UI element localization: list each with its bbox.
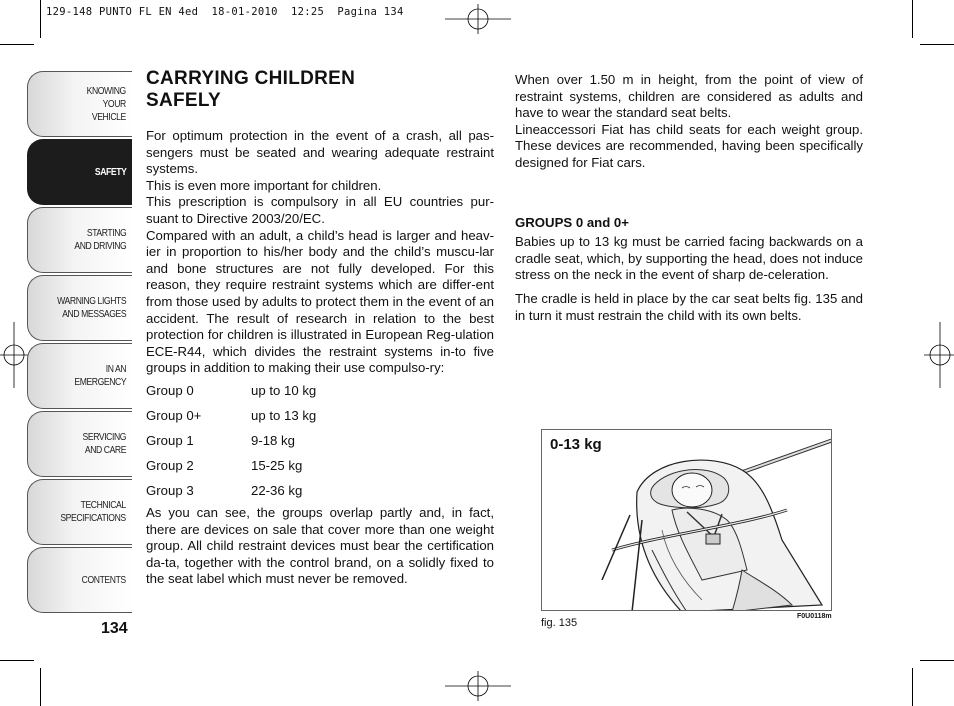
group-range: 22-36 kg <box>251 482 303 498</box>
group-row <box>146 403 494 428</box>
child-cradle-seat-illustration <box>542 430 832 611</box>
registration-mark-icon <box>445 671 511 701</box>
tab-starting-and-driving[interactable] <box>27 207 132 273</box>
tab-label: SAFETY <box>94 165 126 178</box>
tab-label: CONTENTS <box>81 573 126 586</box>
print-slug: 129-148 PUNTO FL EN 4ed 18-01-2010 12:25 Pagina 134 <box>46 6 404 18</box>
tab-technical-specifications[interactable] <box>27 479 132 545</box>
figure-135 <box>541 429 832 611</box>
tab-warning-lights[interactable] <box>27 275 132 341</box>
paragraph: This is even more important for children. <box>146 177 382 193</box>
left-column <box>146 128 494 588</box>
registration-mark-icon <box>445 4 511 34</box>
crop-mark <box>912 0 913 38</box>
right-column <box>515 72 863 324</box>
group-range: up to 10 kg <box>251 382 317 398</box>
group-row <box>146 378 494 403</box>
tab-label: TECHNICAL SPECIFICATIONS <box>60 499 126 524</box>
tab-contents[interactable] <box>27 547 132 613</box>
tab-label: KNOWING YOUR VEHICLE <box>86 84 126 123</box>
crop-mark <box>912 668 913 706</box>
paragraph: For optimum protection in the event of a crash, all pas-sengers must be seated and wearing adequate restraint systems. <box>146 128 494 177</box>
crop-mark <box>920 660 954 661</box>
group-name: Group 0+ <box>146 407 202 423</box>
crop-mark <box>0 660 34 661</box>
crop-mark <box>920 44 954 45</box>
crop-mark <box>40 668 41 706</box>
page-title: CARRYING CHILDREN SAFELY <box>146 68 356 111</box>
figure-caption: fig. 135 <box>541 617 578 629</box>
tab-label: SERVICING AND CARE <box>82 431 126 456</box>
paragraph: This prescription is compulsory in all EU countries pur-suant to Directive 2003/20/EC. <box>146 194 494 226</box>
paragraph: As you can see, the groups overlap partly and, in fact, there are devices on sale that cover more than one weight group. All child restraint devices must bear the certification da-ta, together with the control brand, on a solidly fixed to the seat label which must never be removed. <box>146 504 494 587</box>
page-number: 134 <box>101 620 128 637</box>
crop-mark <box>0 44 34 45</box>
tab-label: IN AN EMERGENCY <box>74 363 126 388</box>
crop-mark <box>40 0 41 38</box>
group-name: Group 1 <box>146 432 194 448</box>
group-row <box>146 453 494 478</box>
figure-code: F0U0118m <box>797 613 832 620</box>
tab-knowing-your-vehicle[interactable] <box>27 71 132 137</box>
section-heading: GROUPS 0 and 0+ <box>515 214 629 230</box>
paragraph: Lineaccessori Fiat has child seats for each weight group. These devices are recommended, having been specifically designed for Fiat cars. <box>515 121 863 170</box>
group-name: Group 0 <box>146 382 194 398</box>
group-name: Group 3 <box>146 482 194 498</box>
registration-mark-icon <box>924 322 954 388</box>
weight-groups-list <box>146 378 494 503</box>
paragraph: The cradle is held in place by the car seat belts fig. 135 and in turn it must restrain the child with its own belts. <box>515 290 863 323</box>
paragraph: When over 1.50 m in height, from the point of view of restraint systems, children are considered as adults and have to wear the standard seat belts. <box>515 72 863 121</box>
paragraph: Compared with an adult, a child’s head is larger and heav-ier in proportion to his/her body and the child’s muscu-lar and bone structures are not fully developed. For this reason, they require restraint systems which are differ-ent from those used by adults to protect them in the event of an accident. The result of research in relation to the best protection for children is illustrated in European Reg-ulation ECE-R44, which divides the restraint systems in-to five groups in addition to making their use compulso-ry: <box>146 227 494 376</box>
tab-label: STARTING AND DRIVING <box>74 227 126 252</box>
paragraph: Babies up to 13 kg must be carried facing backwards on a cradle seat, which, by supporting the head, does not induce stress on the neck in the event of sharp de-celeration. <box>515 234 863 283</box>
group-range: 15-25 kg <box>251 457 303 473</box>
group-row <box>146 428 494 453</box>
group-range: 9-18 kg <box>251 432 295 448</box>
group-name: Group 2 <box>146 457 194 473</box>
group-range: up to 13 kg <box>251 407 317 423</box>
group-row <box>146 478 494 503</box>
tab-servicing-and-care[interactable] <box>27 411 132 477</box>
registration-mark-icon <box>0 322 30 388</box>
tab-in-an-emergency[interactable] <box>27 343 132 409</box>
tab-label: WARNING LIGHTS AND MESSAGES <box>56 295 126 320</box>
figure-label: 0-13 kg <box>550 436 602 453</box>
tab-safety[interactable] <box>27 139 132 205</box>
